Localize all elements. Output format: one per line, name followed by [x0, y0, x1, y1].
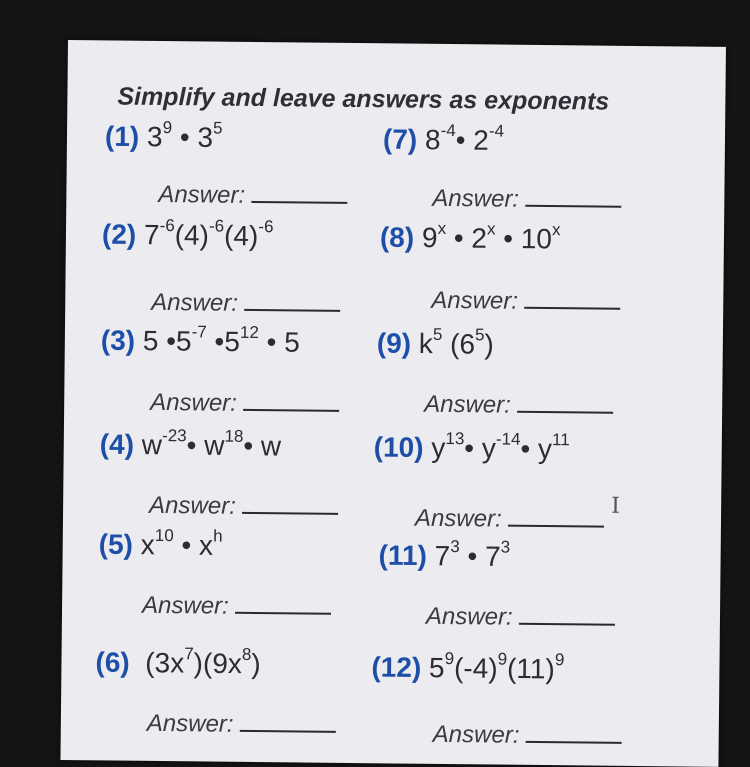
problem-12: (12) $5^9(-4)^9(11)^9$ — [371, 648, 565, 685]
problem-2: (2) $7^{-6}(4)^{-6}(4)^{-6}$ — [101, 215, 274, 252]
problem-1: (1) $3^9$ • $3^5$ — [104, 117, 223, 153]
answer-11: Answer: — [426, 598, 615, 633]
answer-blank-2[interactable] — [244, 285, 340, 312]
problem-5: (5) $x^{10}$ • $x^h$ — [98, 525, 223, 561]
answer-12: Answer: — [433, 716, 622, 751]
answer-blank-1[interactable] — [251, 177, 347, 204]
answer-blank-3[interactable] — [243, 385, 339, 412]
answer-9: Answer: — [424, 386, 613, 421]
answer-1: Answer: — [158, 176, 347, 211]
problem-9: (9) $k^5$ $(6^5)$ — [376, 324, 494, 360]
problem-4: (4) $w^{-23}•$ $w^{18}•$ w — [99, 426, 282, 462]
answer-blank-7[interactable] — [525, 181, 621, 208]
text-cursor-icon: I — [611, 493, 620, 519]
problem-7: (7) $8^{-4}•$ $2^{-4}$ — [382, 120, 505, 156]
answer-blank-10[interactable] — [508, 501, 604, 528]
answer-blank-12[interactable] — [525, 717, 621, 744]
worksheet — [60, 40, 726, 767]
answer-blank-5[interactable] — [235, 588, 331, 615]
answer-blank-6[interactable] — [239, 706, 335, 733]
answer-6: Answer: — [147, 705, 336, 740]
answer-blank-4[interactable] — [242, 488, 338, 515]
answer-blank-8[interactable] — [524, 283, 620, 310]
answer-3: Answer: — [150, 384, 339, 419]
answer-8: Answer: — [431, 282, 620, 317]
problem-3: (3) 5 $•5^{-7}$ $•5^{12}$ • 5 — [100, 322, 300, 358]
problem-6: (6) $(3x^7)(9x^8)$ — [95, 644, 261, 680]
problem-8: (8) 9$^x$ • 2$^x$ • 10$^x$ — [379, 218, 561, 255]
answer-blank-9[interactable] — [517, 387, 613, 414]
problem-11: (11) $7^3$ • $7^3$ — [378, 537, 511, 572]
answer-7: Answer: — [432, 180, 621, 215]
worksheet-title: Simplify and leave answers as exponents — [117, 82, 610, 116]
answer-10: Answer: — [415, 500, 604, 535]
answer-5: Answer: — [142, 587, 331, 622]
answer-4: Answer: — [149, 487, 338, 522]
problem-10: (10) $y^{13}•$ $y^{-14}•$ $y^{11}$ — [373, 428, 570, 465]
answer-2: Answer: — [151, 284, 340, 319]
answer-blank-11[interactable] — [519, 599, 615, 626]
